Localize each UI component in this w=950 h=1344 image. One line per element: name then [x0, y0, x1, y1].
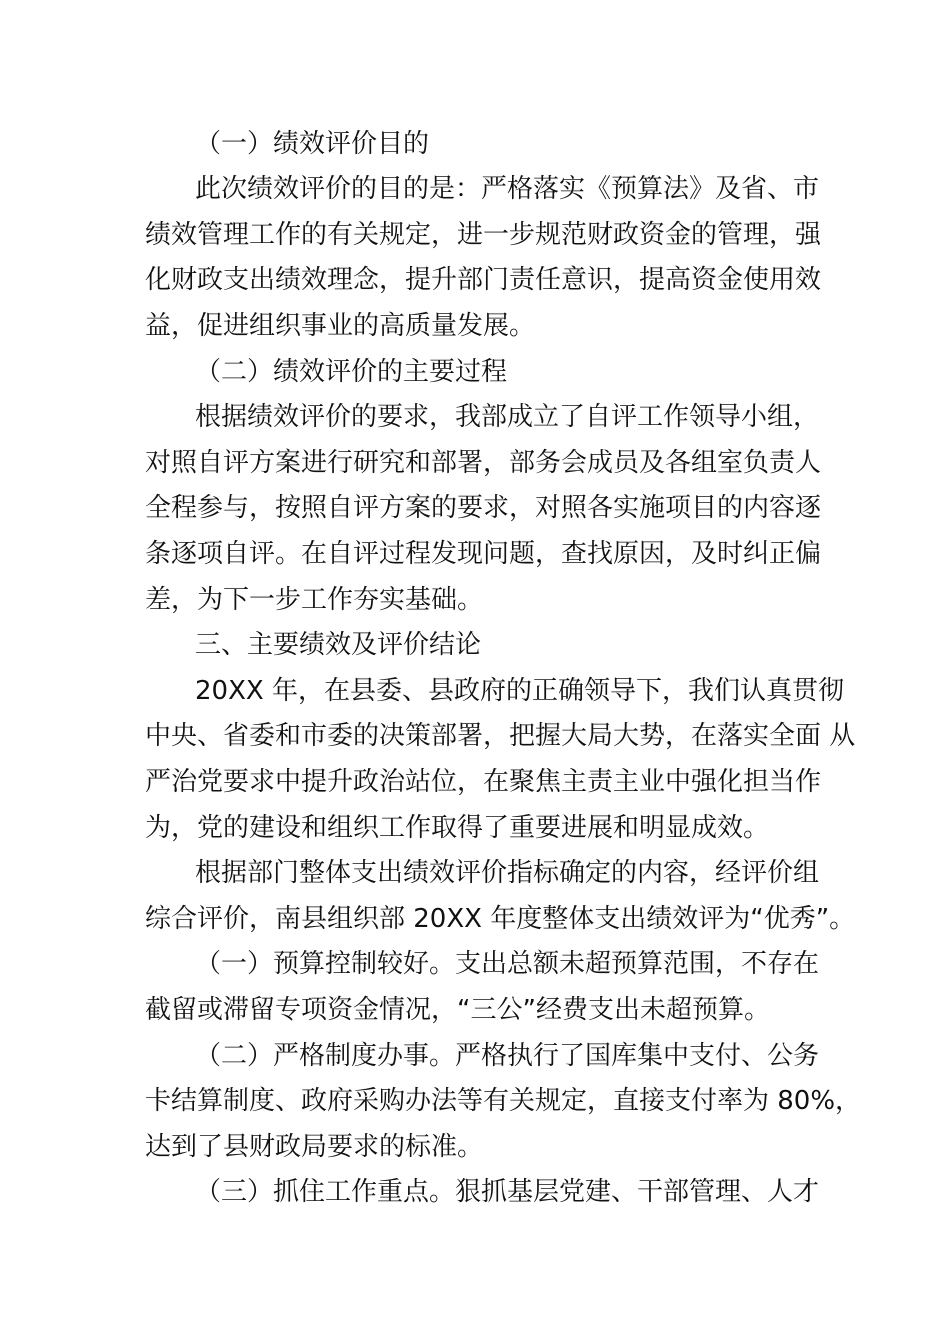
paragraph-line: 达到了县财政局要求的标准。: [145, 1132, 484, 1162]
paragraph-line: 20XX 年，在县委、县政府的正确领导下，我们认真贯彻: [195, 676, 844, 706]
paragraph-line: 此次绩效评价的目的是：严格落实《预算法》及省、市: [195, 174, 820, 204]
section-heading: （一）绩效评价目的: [195, 129, 430, 159]
paragraph-line: 为，党的建设和组织工作取得了重要进展和明显成效。: [145, 813, 770, 843]
paragraph-line: 卡结算制度、政府采购办法等有关规定，直接支付率为 80%，: [145, 1086, 862, 1116]
paragraph-line: 截留或滞留专项资金情况，“三公”经费支出未超预算。: [145, 995, 770, 1025]
paragraph-line: （三）抓住工作重点。狠抓基层党建、干部管理、人才: [195, 1177, 820, 1207]
paragraph-line: 条逐项自评。在自评过程发现问题，查找原因，及时纠正偏: [145, 539, 822, 569]
paragraph-line: （二）严格制度办事。严格执行了国库集中支付、公务: [195, 1041, 820, 1071]
paragraph-line: 益，促进组织事业的高质量发展。: [145, 311, 536, 341]
paragraph-line: 中央、省委和市委的决策部署，把握大局大势，在落实全面 从: [145, 721, 856, 751]
section-heading: 三、主要绩效及评价结论: [195, 630, 482, 660]
paragraph-line: 根据绩效评价的要求，我部成立了自评工作领导小组，: [195, 402, 820, 432]
paragraph-line: 化财政支出绩效理念，提升部门责任意识，提高资金使用效: [145, 265, 822, 295]
paragraph-line: 综合评价，南县组织部 20XX 年度整体支出绩效评为“优秀”。: [145, 904, 856, 934]
paragraph-line: （一）预算控制较好。支出总额未超预算范围，不存在: [195, 949, 820, 979]
paragraph-line: 全程参与，按照自评方案的要求，对照各实施项目的内容逐: [145, 493, 822, 523]
paragraph-line: 绩效管理工作的有关规定，进一步规范财政资金的管理，强: [145, 220, 822, 250]
paragraph-line: 差，为下一步工作夯实基础。: [145, 585, 484, 615]
paragraph-line: 根据部门整体支出绩效评价指标确定的内容，经评价组: [195, 858, 820, 888]
paragraph-line: 严治党要求中提升政治站位，在聚焦主责主业中强化担当作: [145, 767, 822, 797]
paragraph-line: 对照自评方案进行研究和部署，部务会成员及各组室负责人: [145, 448, 822, 478]
section-heading: （二）绩效评价的主要过程: [195, 357, 508, 387]
